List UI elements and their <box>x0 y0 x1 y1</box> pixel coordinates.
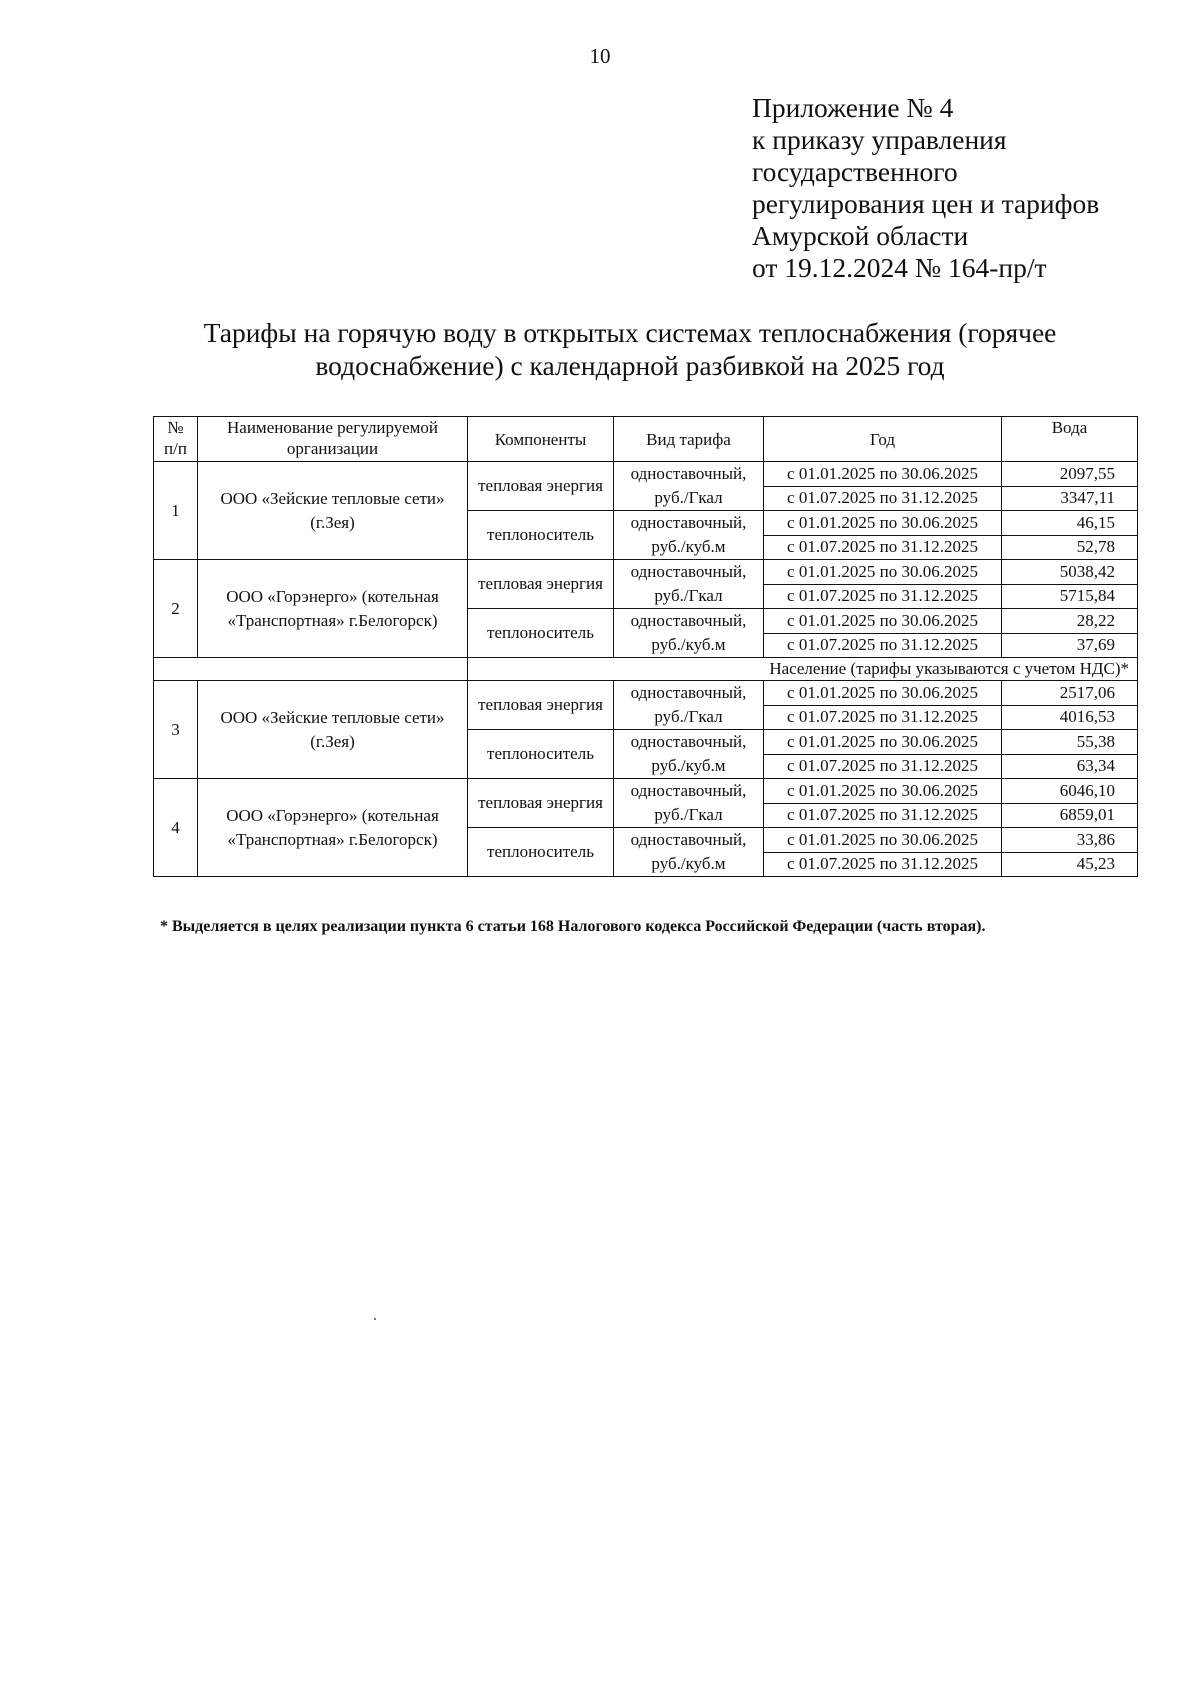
org-name-cell: ООО «Горэнерго» (котельная «Транспортная» г.Белогорск) <box>198 560 468 658</box>
header-num <box>154 417 198 462</box>
table-row <box>154 462 1138 487</box>
document-title-line: водоснабжение) с календарной разбивкой на 2025 год <box>315 350 945 381</box>
population-section-blank <box>154 658 468 681</box>
population-section-row <box>154 658 1138 681</box>
appendix-line: государственного <box>752 156 958 187</box>
org-name-cell: ООО «Горэнерго» (котельная «Транспортная» г.Белогорск) <box>198 779 468 877</box>
water-value-cell: 55,38 <box>1002 730 1138 755</box>
table-row <box>154 681 1138 706</box>
water-value-cell: 5038,42 <box>1002 560 1138 585</box>
header-components: Компоненты <box>468 417 614 462</box>
row-num-cell: 1 <box>154 462 198 560</box>
period-cell: с 01.01.2025 по 30.06.2025 <box>764 609 1002 634</box>
row-num-cell: 2 <box>154 560 198 658</box>
period-cell: с 01.01.2025 по 30.06.2025 <box>764 462 1002 487</box>
period-cell: с 01.07.2025 по 31.12.2025 <box>764 633 1002 658</box>
water-value-cell: 5715,84 <box>1002 584 1138 609</box>
component-cell: теплоноситель <box>468 609 614 658</box>
org-name-cell: ООО «Зейские тепловые сети» (г.Зея) <box>198 681 468 779</box>
period-cell: с 01.07.2025 по 31.12.2025 <box>764 535 1002 560</box>
period-cell: с 01.07.2025 по 31.12.2025 <box>764 754 1002 779</box>
period-cell: с 01.07.2025 по 31.12.2025 <box>764 584 1002 609</box>
row-num-cell: 3 <box>154 681 198 779</box>
appendix-line: регулирования цен и тарифов <box>752 188 1100 219</box>
component-cell: теплоноситель <box>468 730 614 779</box>
header-num-line: п/п <box>164 439 187 458</box>
component-cell: теплоноситель <box>468 828 614 877</box>
tariff-type-cell: одноставочный, руб./Гкал <box>614 681 764 730</box>
header-water: Вода <box>1002 417 1138 462</box>
appendix-block <box>752 92 1099 284</box>
footnote: * Выделяется в целях реализации пункта 6 статьи 168 Налогового кодекса Российской Федерации (часть вторая). <box>160 918 986 935</box>
water-value-cell: 2517,06 <box>1002 681 1138 706</box>
component-cell: теплоноситель <box>468 511 614 560</box>
period-cell: с 01.01.2025 по 30.06.2025 <box>764 681 1002 706</box>
tariff-type-cell: одноставочный, руб./Гкал <box>614 560 764 609</box>
component-cell: тепловая энергия <box>468 560 614 609</box>
water-value-cell: 46,15 <box>1002 511 1138 536</box>
table-header-row <box>154 417 1138 462</box>
scan-speck <box>374 1318 376 1320</box>
page-number: 10 <box>589 44 611 68</box>
header-num-line: № <box>167 418 184 437</box>
water-value-cell: 45,23 <box>1002 852 1138 877</box>
period-cell: с 01.07.2025 по 31.12.2025 <box>764 486 1002 511</box>
water-value-cell: 6859,01 <box>1002 803 1138 828</box>
document-title <box>150 316 1110 382</box>
component-cell: тепловая энергия <box>468 462 614 511</box>
water-value-cell: 2097,55 <box>1002 462 1138 487</box>
water-value-cell: 63,34 <box>1002 754 1138 779</box>
water-value-cell: 3347,11 <box>1002 486 1138 511</box>
period-cell: с 01.01.2025 по 30.06.2025 <box>764 511 1002 536</box>
period-cell: с 01.07.2025 по 31.12.2025 <box>764 852 1002 877</box>
water-value-cell: 6046,10 <box>1002 779 1138 804</box>
tariff-type-cell: одноставочный, руб./куб.м <box>614 609 764 658</box>
tariff-type-cell: одноставочный, руб./куб.м <box>614 511 764 560</box>
tariff-type-cell: одноставочный, руб./куб.м <box>614 730 764 779</box>
header-tariff-type: Вид тарифа <box>614 417 764 462</box>
tariff-type-cell: одноставочный, руб./куб.м <box>614 828 764 877</box>
population-section-label: Население (тарифы указываются с учетом НДС)* <box>468 658 1138 681</box>
document-title-line: Тарифы на горячую воду в открытых системах теплоснабжения (горячее <box>203 317 1057 348</box>
water-value-cell: 37,69 <box>1002 633 1138 658</box>
table-row <box>154 560 1138 585</box>
water-value-cell: 4016,53 <box>1002 705 1138 730</box>
period-cell: с 01.01.2025 по 30.06.2025 <box>764 560 1002 585</box>
header-year: Год <box>764 417 1002 462</box>
component-cell: тепловая энергия <box>468 681 614 730</box>
org-name-cell: ООО «Зейские тепловые сети» (г.Зея) <box>198 462 468 560</box>
tariff-type-cell: одноставочный, руб./Гкал <box>614 462 764 511</box>
tariffs-table <box>153 416 1138 877</box>
water-value-cell: 52,78 <box>1002 535 1138 560</box>
table-row <box>154 779 1138 804</box>
period-cell: с 01.07.2025 по 31.12.2025 <box>764 803 1002 828</box>
period-cell: с 01.01.2025 по 30.06.2025 <box>764 730 1002 755</box>
water-value-cell: 28,22 <box>1002 609 1138 634</box>
period-cell: с 01.01.2025 по 30.06.2025 <box>764 779 1002 804</box>
tariff-type-cell: одноставочный, руб./Гкал <box>614 779 764 828</box>
period-cell: с 01.07.2025 по 31.12.2025 <box>764 705 1002 730</box>
appendix-line: от 19.12.2024 № 164-пр/т <box>752 252 1047 283</box>
water-value-cell: 33,86 <box>1002 828 1138 853</box>
appendix-line: к приказу управления <box>752 124 1007 155</box>
component-cell: тепловая энергия <box>468 779 614 828</box>
appendix-line: Приложение № 4 <box>752 92 954 123</box>
period-cell: с 01.01.2025 по 30.06.2025 <box>764 828 1002 853</box>
row-num-cell: 4 <box>154 779 198 877</box>
appendix-line: Амурской области <box>752 220 969 251</box>
header-org: Наименование регулируемой организации <box>198 417 468 462</box>
tariffs-table-body <box>154 417 1138 877</box>
